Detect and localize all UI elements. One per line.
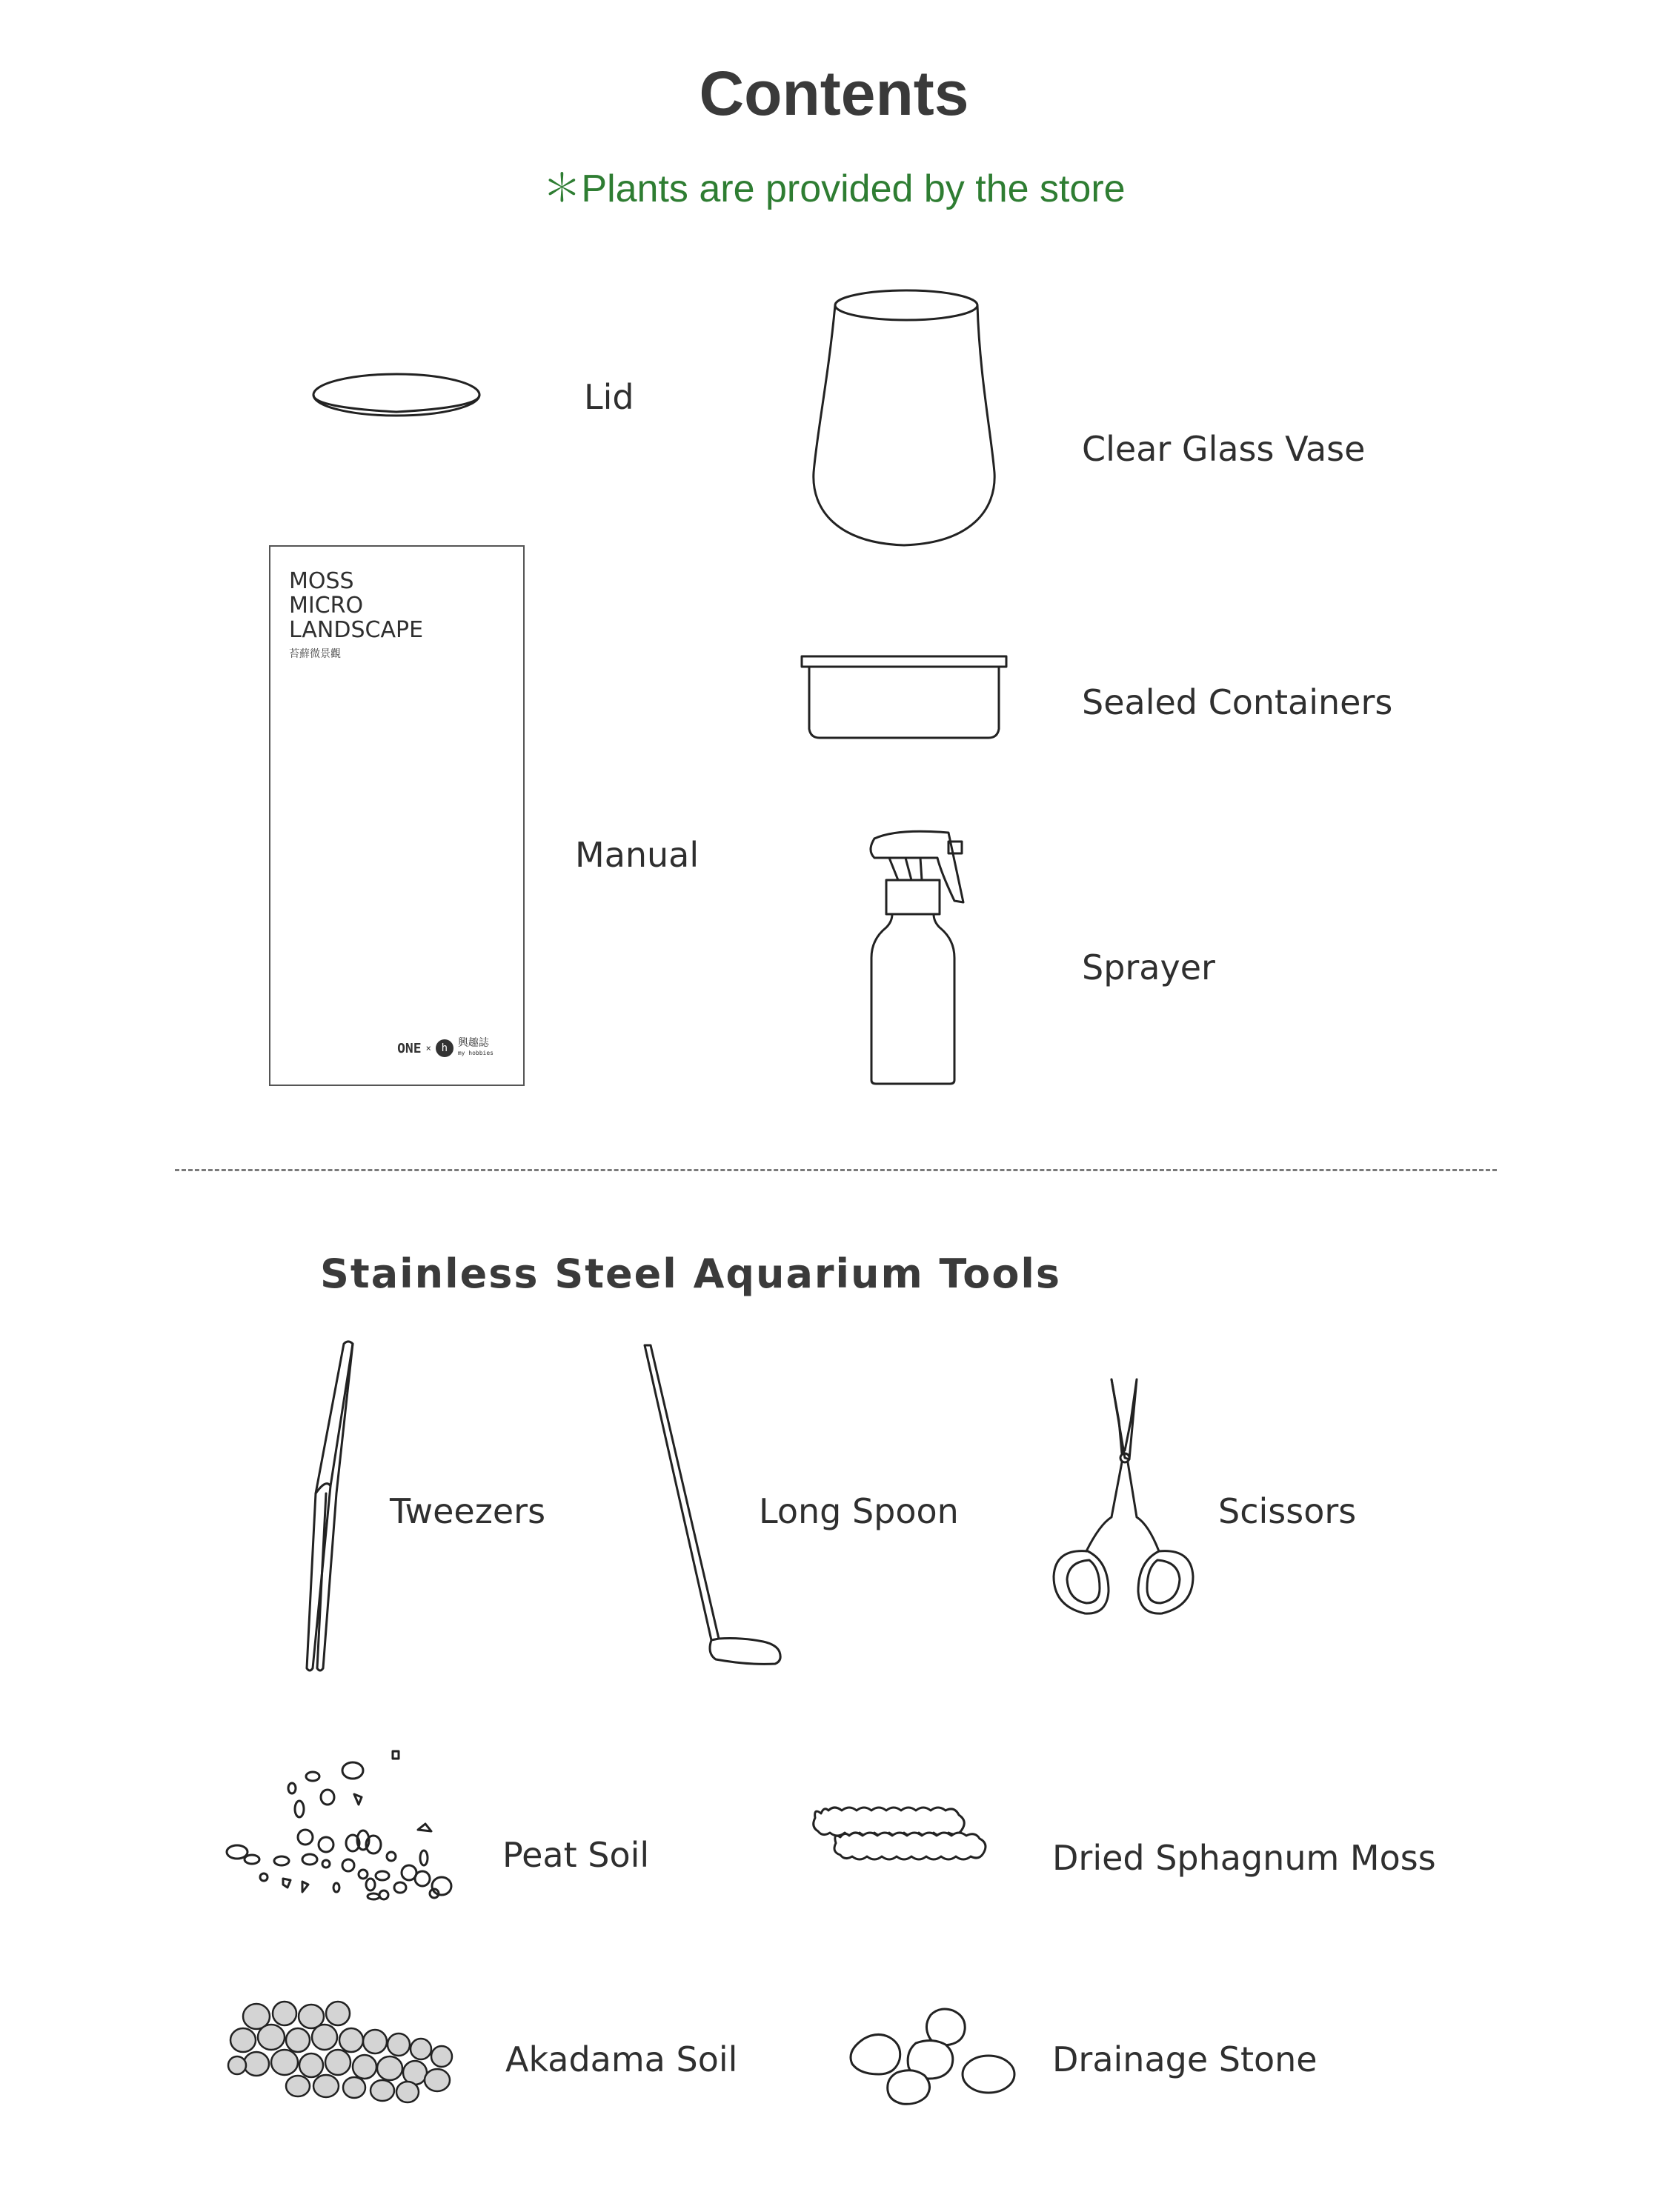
scissors-icon (1048, 1376, 1211, 1621)
lid-label: Lid (584, 377, 634, 417)
sphagnum-moss-icon (811, 1800, 996, 1874)
tools-section-title: Stainless Steel Aquarium Tools (320, 1250, 1062, 1297)
akadama-soil-label: Akadama Soil (505, 2039, 738, 2079)
manual-card (269, 545, 525, 1086)
container-icon (800, 655, 1008, 744)
vase-label: Clear Glass Vase (1082, 429, 1366, 469)
akadama-soil-icon (227, 2000, 456, 2104)
manual-card-subtitle: 苔蘚微景觀 (289, 648, 341, 660)
sprayer-label: Sprayer (1082, 947, 1215, 987)
tweezers-icon (282, 1338, 363, 1671)
one-logo: ONE (397, 1040, 422, 1056)
long-spoon-label: Long Spoon (759, 1491, 959, 1531)
peat-soil-label: Peat Soil (502, 1835, 650, 1875)
section-divider (175, 1169, 1497, 1171)
manual-card-title: MOSS MICRO LANDSCAPE (289, 568, 424, 643)
drainage-stone-icon (843, 2005, 1021, 2108)
sphagnum-moss-label: Dried Sphagnum Moss (1052, 1838, 1436, 1878)
page-title: Contents (699, 59, 969, 128)
drainage-stone-label: Drainage Stone (1052, 2039, 1318, 2079)
tweezers-label: Tweezers (390, 1491, 546, 1531)
manual-card-logos: ONE × h 興趣誌 my hobbies (397, 1037, 494, 1056)
sprayer-icon (867, 828, 971, 1087)
page-subtitle: ＊Plants are provided by the store (542, 167, 1126, 210)
vase-icon (808, 287, 1000, 554)
lid-icon (310, 369, 488, 421)
hobbies-logo-icon: h (436, 1039, 453, 1057)
peat-soil-icon (215, 1748, 467, 1911)
containers-label: Sealed Containers (1082, 682, 1393, 722)
hobbies-logo-text: 興趣誌 (457, 1037, 489, 1049)
hobbies-logo-subtext: my hobbies (457, 1050, 494, 1056)
manual-label: Manual (575, 835, 700, 875)
scissors-label: Scissors (1218, 1491, 1357, 1531)
